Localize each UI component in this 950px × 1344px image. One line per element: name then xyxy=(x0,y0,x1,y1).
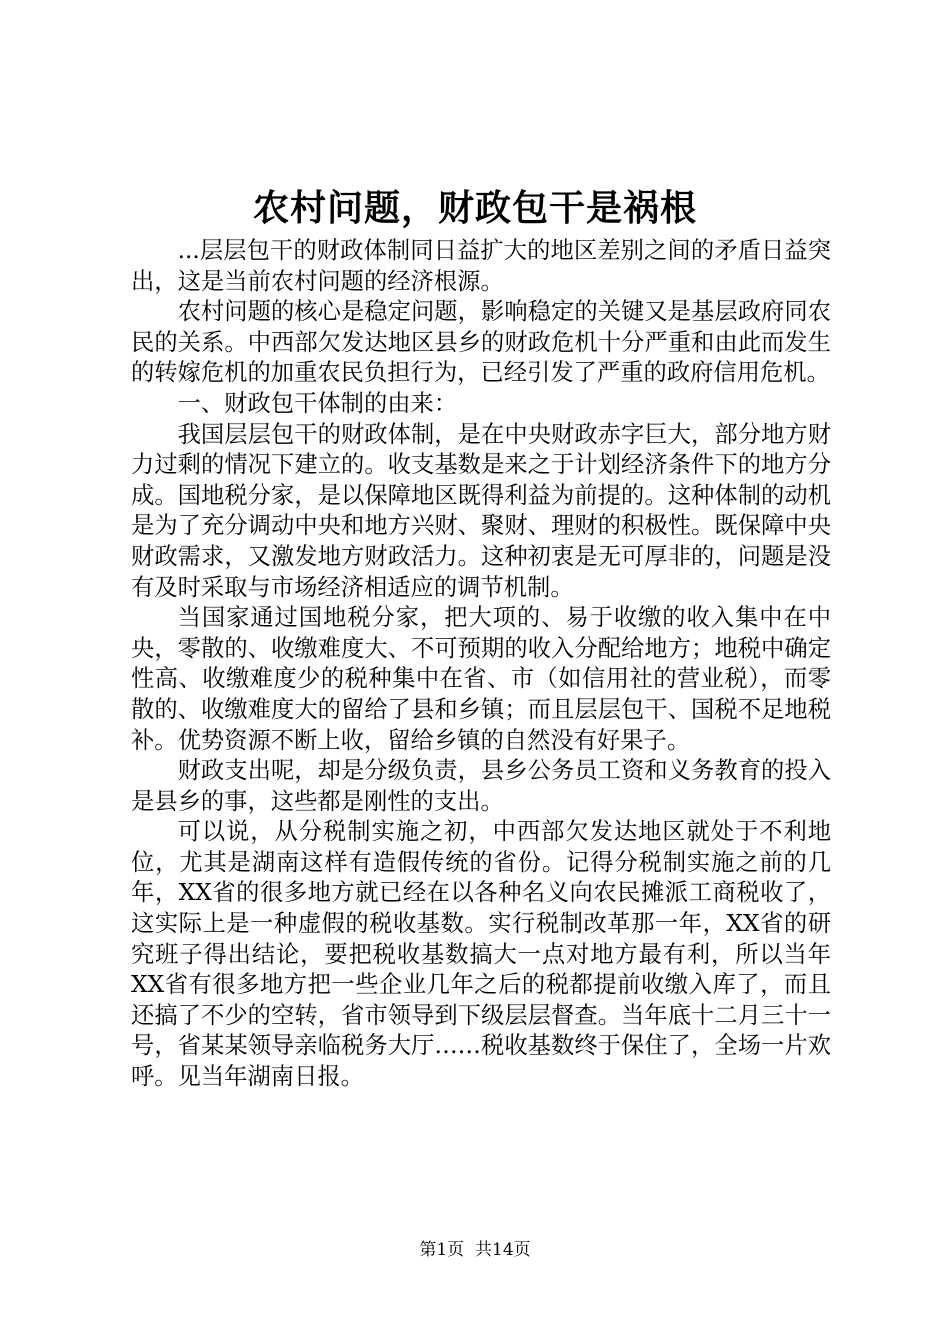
document-title: 农村问题，财政包干是祸根 xyxy=(252,187,697,229)
paragraph-2: 农村问题的核心是稳定问题，影响稳定的关键又是基层政府同农民的关系。中西部欠发达地区县乡的财政危机十分严重和由此而发生的转嫁危机的加重农民负担行为，已经引发了严重的政府信用危机。 xyxy=(131,298,831,387)
paragraph-1: ...层层包干的财政体制同日益扩大的地区差别之间的矛盾日益突出，这是当前农村问题的经济根源。 xyxy=(131,237,831,295)
paragraph-5: 财政支出呢，却是分级负责，县乡公务员工资和义务教育的投入是县乡的事，这些都是刚性的支出。 xyxy=(131,757,831,815)
paragraph-4: 当国家通过国地税分家，把大项的、易于收缴的收入集中在中央，零散的、收缴难度大、不可预期的收入分配给地方；地税中确定性高、收缴难度少的税种集中在省、市（如信用社的营业税），而零散的、收缴难度大的留给了县和乡镇；而且层层包干、国税不足地税补。优势资源不断上收，留给乡镇的自然没有好果子。 xyxy=(131,604,831,754)
page-number: 第1页 xyxy=(419,1240,465,1260)
paragraph-6: 可以说，从分税制实施之初，中西部欠发达地区就处于不利地位，尤其是湖南这样有造假传统的省份。记得分税制实施之前的几年，XX省的很多地方就已经在以各种名义向农民摊派工商税收了，这实际上是一种虚假的税收基数。实行税制改革那一年，XX省的研究班子得出结论，要把税收基数搞大一点对地方最有利，所以当年XX省有很多地方把一些企业几年之后的税都提前收缴入库了，而且还搞了不少的空转，省市领导到下级层层督查。当年底十二月三十一号，省某某领导亲临税务大厅……税收基数终于保住了，全场一片欢呼。见当年湖南日报。 xyxy=(131,818,831,1091)
paragraph-3: 我国层层包干的财政体制，是在中央财政赤字巨大，部分地方财力过剩的情况下建立的。收支基数是来之于计划经济条件下的地方分成。国地税分家，是以保障地区既得利益为前提的。这种体制的动机是为了充分调动中央和地方兴财、聚财、理财的积极性。既保障中央财政需求，又激发地方财政活力。这种初衷是无可厚非的，问题是没有及时采取与市场经济相适应的调节机制。 xyxy=(131,420,831,601)
page-total: 共14页 xyxy=(475,1240,531,1260)
document-body xyxy=(131,236,831,1093)
section-heading: 一、财政包干体制的由来： xyxy=(177,389,458,417)
page-footer xyxy=(0,1238,950,1262)
